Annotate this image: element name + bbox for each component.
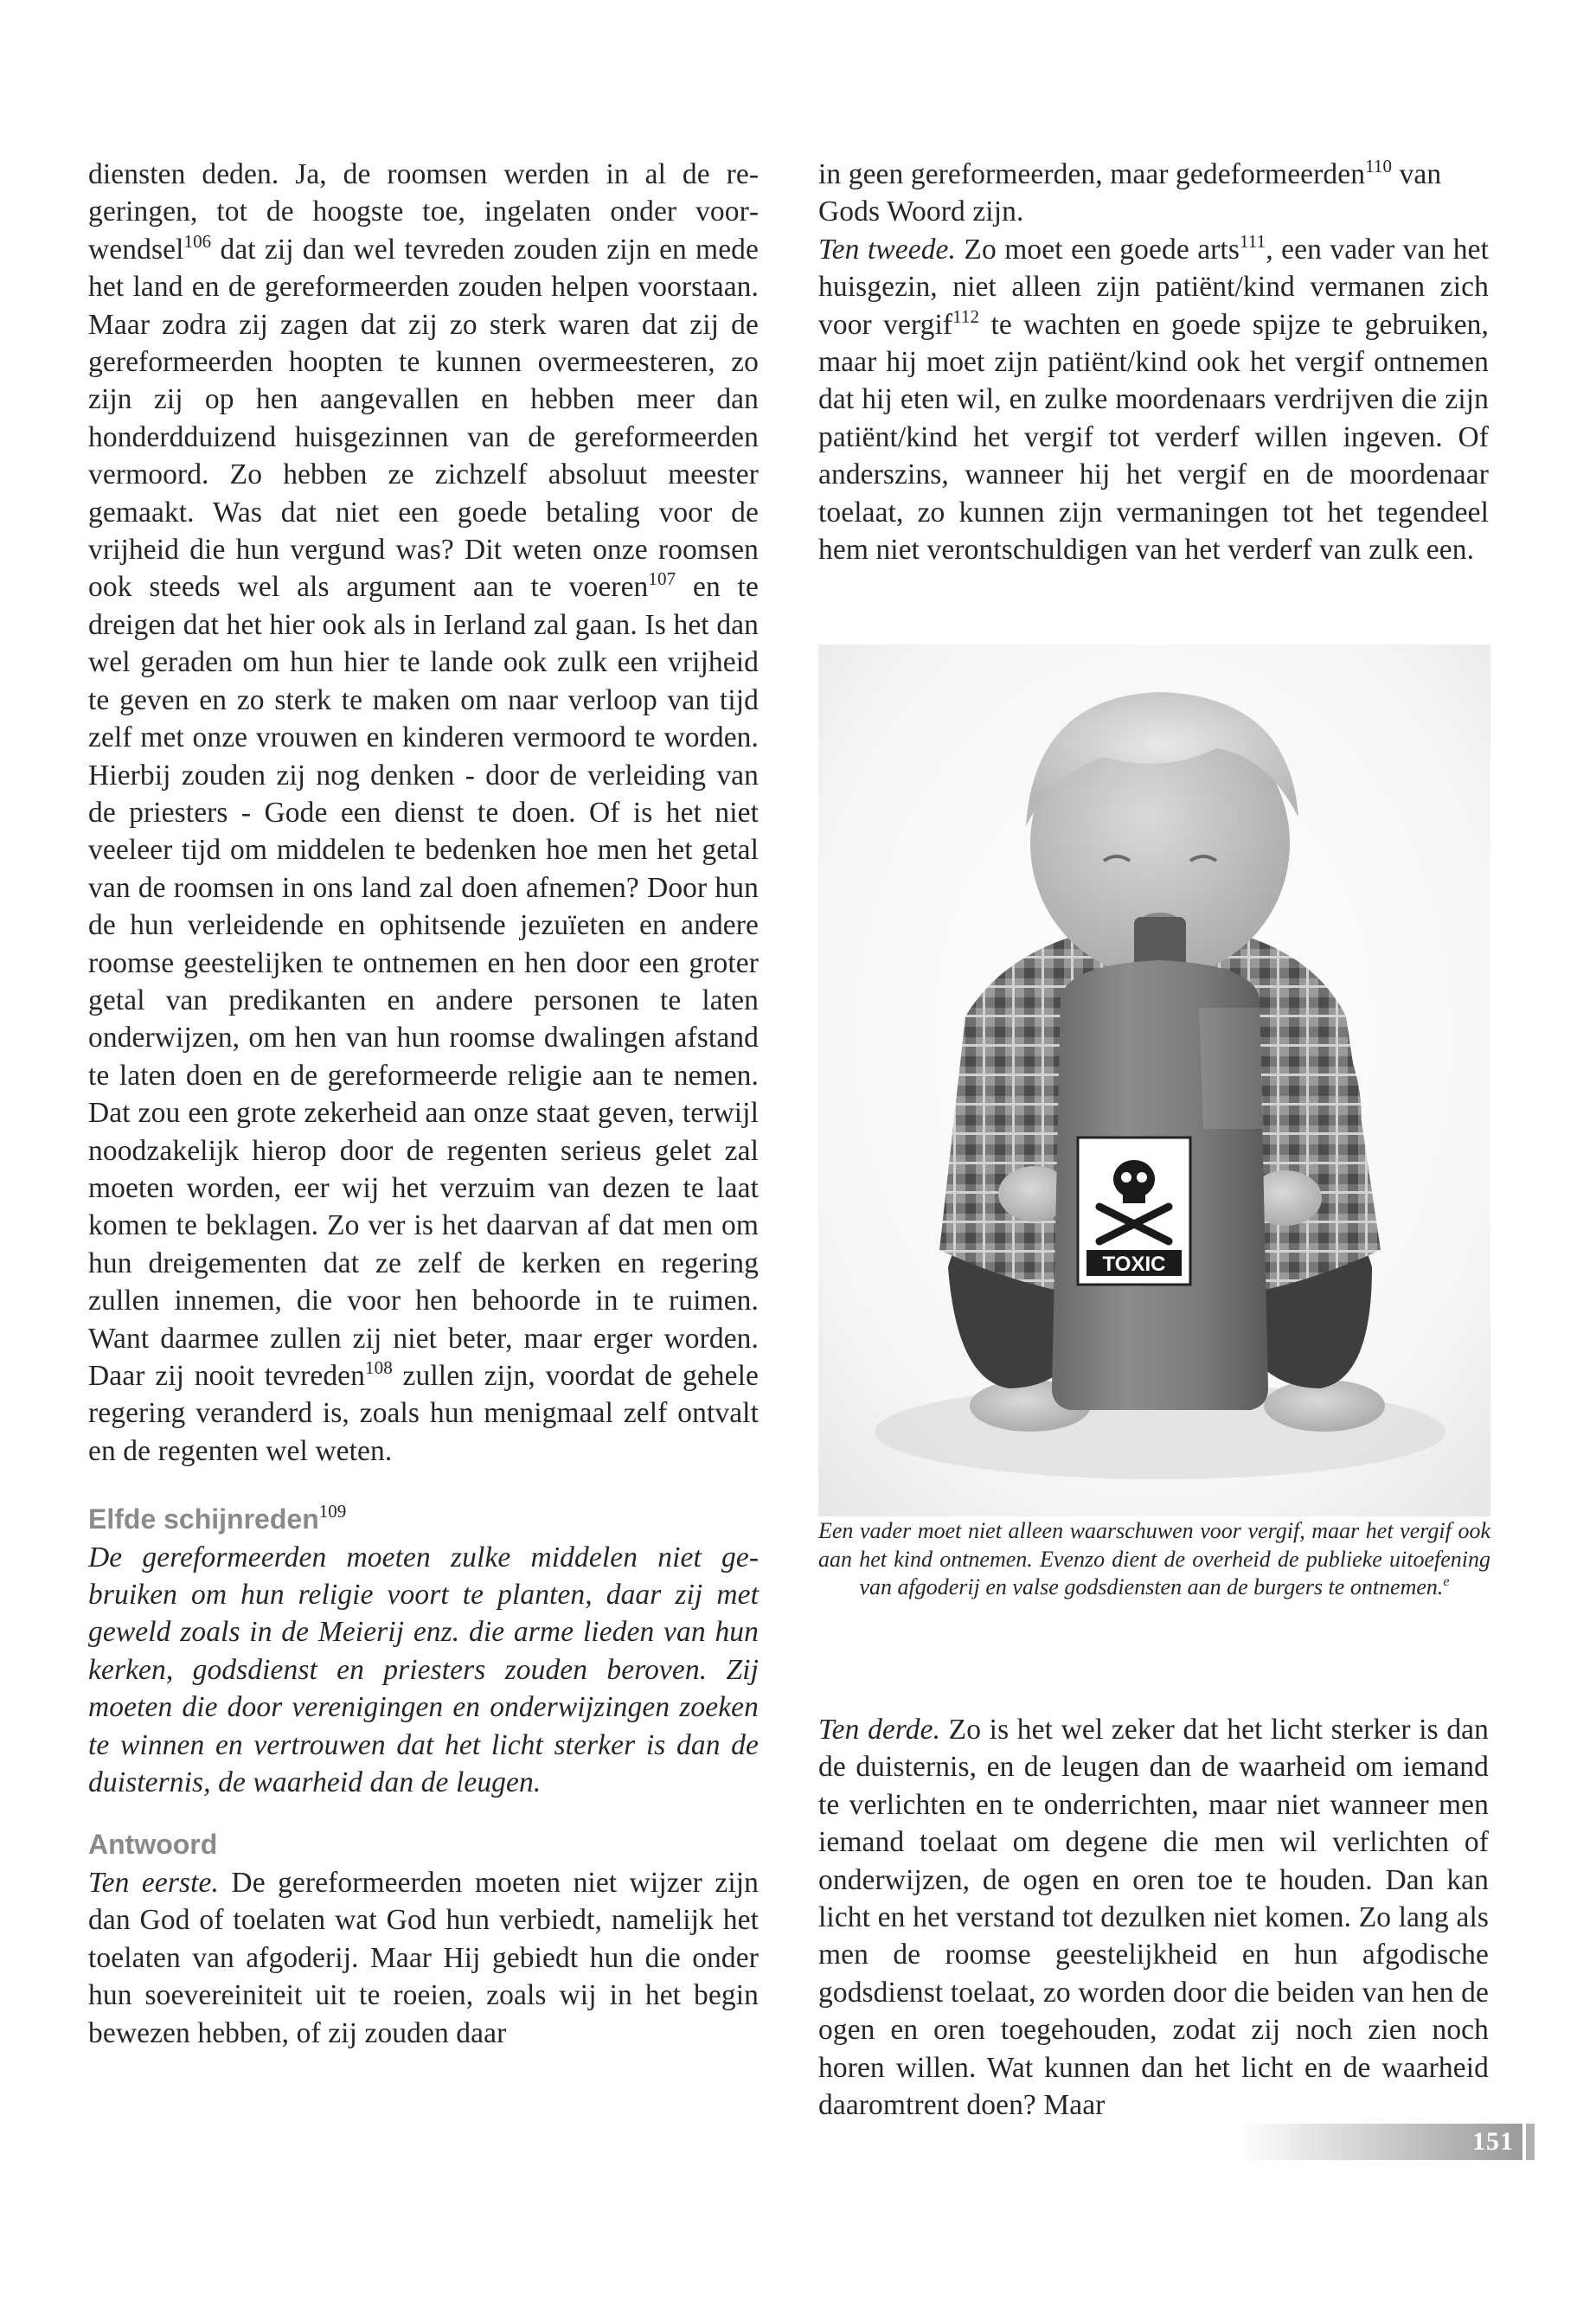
- lead-in: Ten derde.: [818, 1714, 941, 1746]
- lead-in: Ten eerste.: [88, 1866, 219, 1899]
- lead-in: Ten tweede.: [818, 233, 956, 266]
- footnote-ref[interactable]: e: [1443, 1574, 1450, 1589]
- body-paragraph: [818, 231, 1489, 569]
- text-run: van Gods Woord zijn.: [818, 158, 1442, 228]
- footnote-ref[interactable]: 110: [1365, 156, 1393, 176]
- footnote-ref[interactable]: 108: [365, 1357, 393, 1378]
- body-paragraph: [818, 1711, 1489, 2124]
- footnote-ref[interactable]: 106: [183, 230, 212, 252]
- bottle-handle: [1199, 1008, 1264, 1129]
- text-run: in geen gereformeerden, maar gedeformeerden: [818, 158, 1366, 190]
- page-number: 151: [1472, 2127, 1514, 2156]
- right-foot: [1264, 1380, 1385, 1432]
- text-run: diensten deden. Ja, de roomsen werden in al de regeringen, tot de hoogste toe, ingelaten onder voorwendsel: [88, 158, 759, 266]
- footnote-ref[interactable]: 112: [952, 305, 980, 327]
- child-with-poison-photo: [818, 644, 1490, 1516]
- text-run: Zo is het wel zeker dat het licht sterker is dan de duisternis, en de leugen dan de waarheid om iemand te verlichten en te onderrichten, maar niet wanneer men iemand toelaat om degene die men wil verlichten of onderwijzen, de ogen en oren toe te houden. Dan kan licht en het verstand tot dezulken niet komen. Zo lang als men de roomse geestelijkheid en hun afgodische godsdienst toelaat, zo worden door die beiden van hen de ogen en oren toegehouden, zodat zij noch zien noch horen willen. Wat kunnen dan het licht en de waarheid daaromtrent doen? Maar: [818, 1714, 1489, 2122]
- right-column-lower: [818, 1711, 1489, 2124]
- page-number-bar-tail: [1526, 2124, 1535, 2160]
- section-heading: [88, 1501, 759, 1538]
- section-heading: Antwoord: [88, 1829, 218, 1861]
- text-run: en te dreigen dat het hier ook als in Ierland zal gaan. Is het dan wel geraden om hun hier te lande ook zulk een vrijheid te geven en zo sterk te maken om naar verloop van tijd zelf met onze vrouwen en kinderen vermoord te worden. Hierbij zouden zij nog denken - door de verleiding van de priesters - Gode een dienst te doen. Of is het niet veeleer tijd om middelen te bedenken hoe men het getal van de roomsen in ons land zal doen afnemen? Door hun de hun verleidende en ophitsende jezuïeten en andere roomse geestelijken te ontnemen en hen door een groter getal van predikanten en andere personen te laten onderwijzen, om hen van hun roomse dwalingen afstand te laten doen en de gereformeerde religie aan te nemen. Dat zou een grote zekerheid aan onze staat geven, terwijl noodzakelijk hierop door de regenten serieus gelet zal moeten worden, eer wij het verzuim van dezen te laat komen te beklagen. Zo ver is het daarvan af dat men om hun dreigementen dat ze zelf de kerken en regering zullen innemen, die voor hen behoorde in te ruimen. Want daarmee zullen zij niet beter, maar erger worden. Daar zij nooit tevreden: [88, 571, 759, 1392]
- text-run: zullen zijn, voordat de gehele regering veranderd is, zoals hun menigmaal zelf ontvalt en de regenten wel weten.: [88, 1360, 759, 1467]
- text-run: Zo moet een goede arts: [956, 233, 1240, 266]
- toxic-label-text: TOXIC: [1102, 1253, 1166, 1276]
- text-run: dat zij dan wel tevreden zouden zijn en mede het land en de gereformeerden zouden helpen voorstaan. Maar zodra zij zagen dat zij zo sterk waren dat zij de gereformeerden hoopten te kunnen overmeesteren, zo zijn zij op hen aangevallen en hebben meer dan honderdduizend huisgezinnen van de gereformeerden vermoord. Zo hebben ze zichzelf absoluut meester gemaakt. Was dat niet een goede betaling voor de vrijheid die hun vergund was? Dit weten onze roomsen ook steeds wel als argument aan te voeren: [88, 233, 759, 604]
- body-paragraph: [818, 156, 1489, 231]
- body-paragraph: [88, 156, 759, 1470]
- footnote-ref[interactable]: 107: [648, 568, 676, 590]
- photo-caption: [818, 1517, 1490, 1602]
- italic-paragraph: De gereformeerden moeten zulke middelen niet gebruiken om hun religie voort te planten, daar zij met geweld zoals in de Meierij enz. die arme lieden van hun kerken, godsdienst en priesters zouden beroven. Zij moeten die door verenigingen en onderwijzingen zoeken te winnen en vertrouwen dat het licht sterker is dan de duisternis, de waarheid dan de leugen.: [88, 1541, 759, 1799]
- text-run: te wachten en goede spijze te gebruiken, maar hij moet zijn patiënt/kind ook het vergif ontnemen dat hij eten wil, en zulke moordenaars verdrijven die zijn patiënt/kind het vergif tot verderf willen ingeven. Of anderszins, wanneer hij het vergif en de moordenaar toelaat, zo kunnen zijn vermaningen tot het tegendeel hem niet verontschuldigen van het verderf van zulk een.: [818, 308, 1489, 567]
- text-run: , een vader van het huisgezin, niet alleen zijn patiënt/kind vermanen zich voor vergif: [818, 233, 1489, 341]
- right-column: [818, 156, 1489, 568]
- body-paragraph: [88, 1864, 759, 2052]
- text-run: De gereformeerden moeten niet wijzer zijn dan God of toelaten wat God hun verbiedt, namelijk het toelaten van afgoderij. Maar Hij gebiedt hun die onder hun soevereiniteit uit te roeien, zoals wij in het begin bewezen hebben, of zij zouden daar: [88, 1866, 759, 2049]
- footnote-ref[interactable]: 109: [318, 1501, 347, 1522]
- heading-text: Elfde schijnreden: [88, 1503, 319, 1535]
- caption-text: Een vader moet niet alleen waarschuwen voor vergif, maar het vergif ook aan het kind ontnemen. Evenzo dient de overheid de publieke uitoefening van afgoderij en valse godsdiensten aan de burgers te ontnemen.: [818, 1518, 1490, 1599]
- left-column: [88, 156, 759, 2052]
- footnote-ref[interactable]: 111: [1239, 230, 1266, 252]
